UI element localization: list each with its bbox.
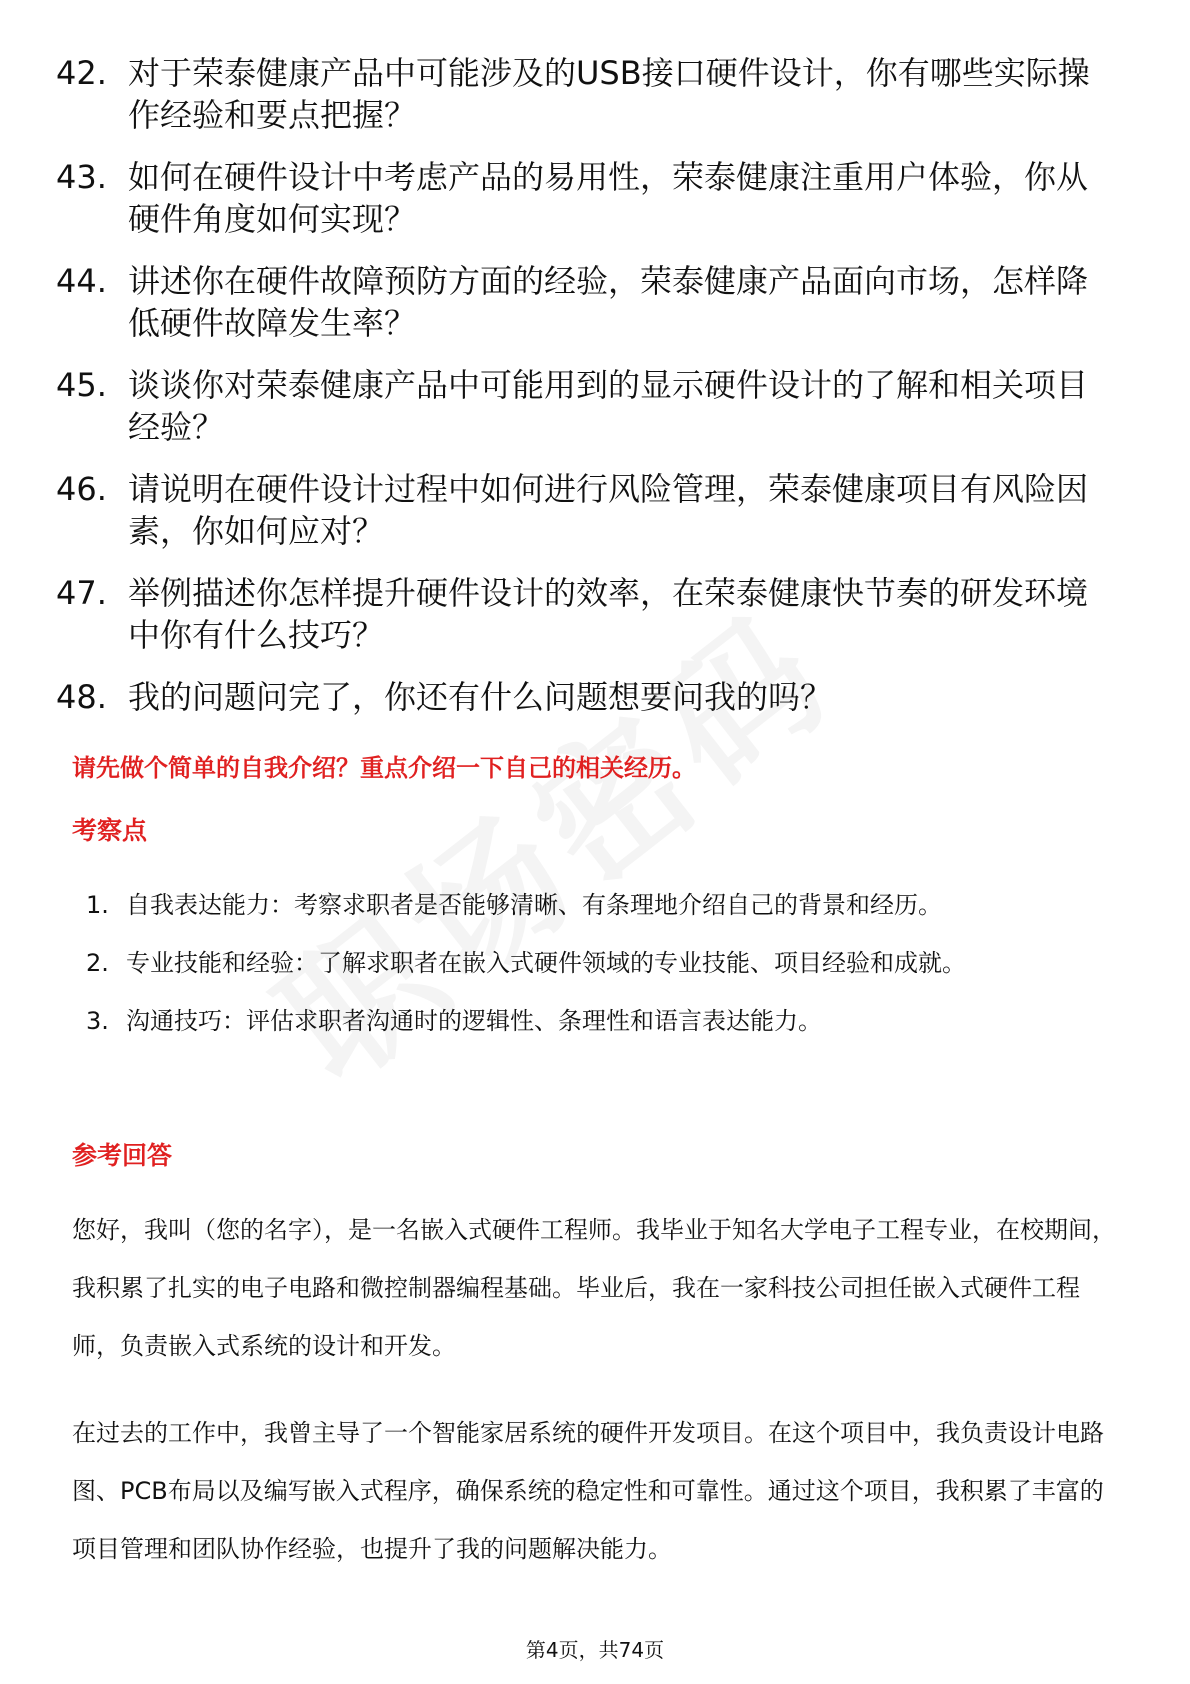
question-item: [56, 364, 1116, 448]
assessment-point: [72, 934, 1112, 992]
question-number: 42.: [56, 54, 107, 92]
point-text: 沟通技巧：评估求职者沟通时的逻辑性、条理性和语言表达能力。: [126, 1007, 822, 1035]
question-text: 对于荣泰健康产品中可能涉及的USB接口硬件设计，你有哪些实际操作经验和要点把握？: [128, 54, 1090, 134]
question-text: 我的问题问完了，你还有什么问题想要问我的吗？: [128, 678, 833, 716]
assessment-points-list: [72, 876, 1112, 1050]
featured-question-heading: 请先做个简单的自我介绍？重点介绍一下自己的相关经历。: [72, 754, 696, 782]
question-text: 讲述你在硬件故障预防方面的经验，荣泰健康产品面向市场，怎样降低硬件故障发生率？: [128, 262, 1089, 342]
question-item: [56, 260, 1116, 344]
question-text: 如何在硬件设计中考虑产品的易用性，荣泰健康注重用户体验，你从硬件角度如何实现？: [128, 158, 1089, 238]
question-text: 举例描述你怎样提升硬件设计的效率，在荣泰健康快节奏的研发环境中你有什么技巧？: [128, 574, 1089, 654]
assessment-point: [72, 992, 1112, 1050]
point-number: 1.: [86, 891, 109, 919]
page-footer: 第4页，共74页: [525, 1638, 665, 1662]
question-item: [56, 468, 1116, 552]
point-number: 3.: [86, 1007, 109, 1035]
question-number: 47.: [56, 574, 107, 612]
question-item: [56, 52, 1116, 136]
answer-paragraph: 在过去的工作中，我曾主导了一个智能家居系统的硬件开发项目。在这个项目中，我负责设计电路图、PCB布局以及编写嵌入式程序，确保系统的稳定性和可靠性。通过这个项目，我积累了丰富的项目管理和团队协作经验，也提升了我的问题解决能力。: [72, 1419, 1104, 1563]
answer-paragraph: 您好，我叫（您的名字），是一名嵌入式硬件工程师。我毕业于知名大学电子工程专业，在校期间，我积累了扎实的电子电路和微控制器编程基础。毕业后，我在一家科技公司担任嵌入式硬件工程师，负责嵌入式系统的设计和开发。: [72, 1216, 1116, 1360]
assessment-point: [72, 876, 1112, 934]
question-item: [56, 676, 1116, 718]
question-number: 45.: [56, 366, 107, 404]
assessment-points-label: 考察点: [72, 816, 148, 845]
question-number: 46.: [56, 470, 107, 508]
question-number: 48.: [56, 678, 107, 716]
question-item: [56, 156, 1116, 240]
question-item: [56, 572, 1116, 656]
point-number: 2.: [86, 949, 109, 977]
question-list: [56, 52, 1116, 738]
question-text: 谈谈你对荣泰健康产品中可能用到的显示硬件设计的了解和相关项目经验？: [128, 366, 1089, 446]
point-text: 专业技能和经验：了解求职者在嵌入式硬件领域的专业技能、项目经验和成就。: [126, 949, 966, 977]
question-text: 请说明在硬件设计过程中如何进行风险管理，荣泰健康项目有风险因素，你如何应对？: [128, 470, 1089, 550]
question-number: 44.: [56, 262, 107, 300]
reference-answer-label: 参考回答: [72, 1141, 173, 1170]
question-number: 43.: [56, 158, 107, 196]
point-text: 自我表达能力：考察求职者是否能够清晰、有条理地介绍自己的背景和经历。: [126, 891, 942, 919]
